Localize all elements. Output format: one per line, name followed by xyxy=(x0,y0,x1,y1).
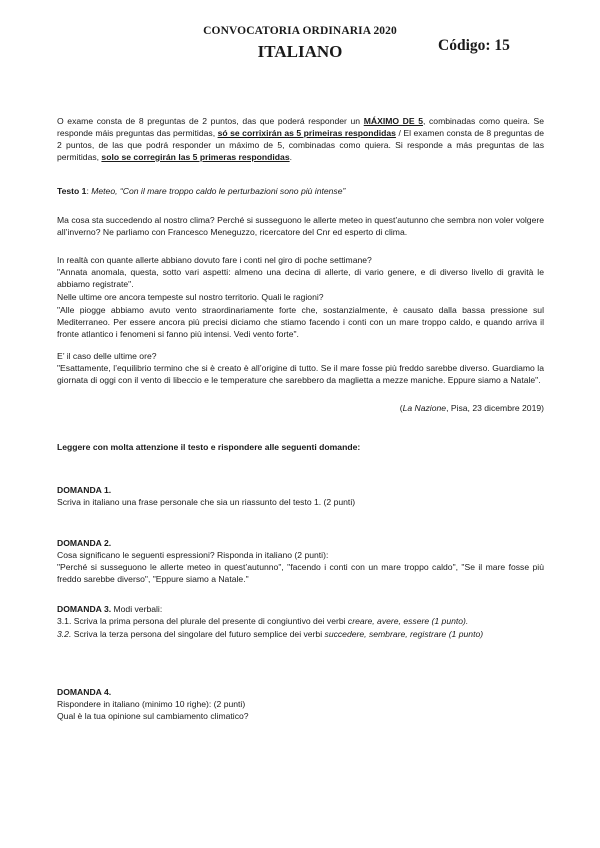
question-1-title: DOMANDA 1. xyxy=(57,485,112,495)
question-3-2: 3.2. Scriva la terza persona del singolare del futuro semplice dei verbi succedere, sembrare, registrare (1 punto) xyxy=(57,629,484,639)
question-3-title: DOMANDA 3. Modi verbali: xyxy=(57,604,163,614)
text-paragraph-4: Nelle ultime ore ancora tempeste sul nostro territorio. Quali le ragioni? xyxy=(57,292,324,302)
text-paragraph-1: Ma cosa sta succedendo al nostro clima? Perché si susseguono le allerte meteo in quest’autunno che sembra non voler volgere all’inverno? Ne parliamo con Francesco Meneguzzo, ricercatore del Cnr ed esperto di clima. xyxy=(57,215,544,237)
question-2-title: DOMANDA 2. xyxy=(57,538,112,548)
question-2-expressions: "Perché si susseguono le allerte meteo in quest’autunno", "facendo i conti con un mare troppo caldo", "Se il mare fosse più freddo sarebbe diverso", "Eppure siamo a Natale." xyxy=(57,562,544,584)
questions-lead: Leggere con molta attenzione il testo e rispondere alle seguenti domande: xyxy=(57,442,361,452)
question-4-title: DOMANDA 4. xyxy=(57,687,112,697)
text-paragraph-7: "Esattamente, l’equilibrio termino che si è creato è all’origine di tutto. Se il mare fosse più freddo sarebbe diverso. Guardiamo la giornata di oggi con il vento di libeccio e le temperature che sarebbero da maglietta a mezze maniche. Eppure siamo a Natale". xyxy=(57,363,544,385)
text-title: Testo 1: Meteo, “Con il mare troppo caldo le perturbazioni sono più intense” xyxy=(57,186,346,196)
instructions-paragraph: O exame consta de 8 preguntas de 2 puntos, das que poderá responder un MÁXIMO DE 5, combinadas como queira. Se responde máis preguntas das permitidas, só se corrixirán as 5 primeiras respondidas / El examen consta de 8 preguntas de 2 puntos, de las que podrá responder un máximo de 5, combinadas como quiera. Si responde a más preguntas de las permitidas, solo se corregirán las 5 primeras respondidas. xyxy=(57,116,544,162)
subject-title: ITALIANO xyxy=(257,42,343,61)
text-paragraph-2: In realtà con quante allerte abbiano dovuto fare i conti nel giro di poche settimane? xyxy=(57,255,372,265)
only-first-answers-gl: só se corrixirán as 5 primeiras respondidas xyxy=(217,128,396,138)
question-1-text: Scriva in italiano una frase personale che sia un riassunto del testo 1. (2 punti) xyxy=(57,497,356,507)
question-4-text: Rispondere in italiano (minimo 10 righe): (2 punti) xyxy=(57,699,246,709)
text-paragraph-3: "Annata anomala, questa, sotto vari aspetti: almeno una decina di allerte, di vario genere, e di diverso livello di gravità le abbiamo registrate". xyxy=(57,267,544,289)
exam-session-title: CONVOCATORIA ORDINARIA 2020 xyxy=(203,25,397,37)
text-paragraph-6: E’ il caso delle ultime ore? xyxy=(57,351,157,361)
question-2-text: Cosa significano le seguenti espressioni? Risponda in italiano (2 punti): xyxy=(57,550,329,560)
exam-code: Código: 15 xyxy=(438,37,510,54)
question-4-prompt: Qual è la tua opinione sul cambiamento climatico? xyxy=(57,711,249,721)
max-answers: MÁXIMO DE 5 xyxy=(363,116,423,126)
question-3-1: 3.1. Scriva la prima persona del plurale del presente di congiuntivo dei verbi creare, avere, essere (1 punto). xyxy=(57,616,469,626)
only-first-answers-es: solo se corregirán las 5 primeras respondidas xyxy=(101,152,290,162)
text-paragraph-5: "Alle piogge abbiamo avuto vento straordinariamente forte che, sostanzialmente, è causato dalla bassa pressione sul Mediterraneo. Per essere ancora più precisi diciamo che stiamo facendo i conti con un mare troppo caldo, e quando arriva il fronte atlantico i fenomeni si fanno più intensi. Vedi vento forte". xyxy=(57,305,544,339)
text-source: (La Nazione, Pisa, 23 dicembre 2019) xyxy=(399,403,544,413)
